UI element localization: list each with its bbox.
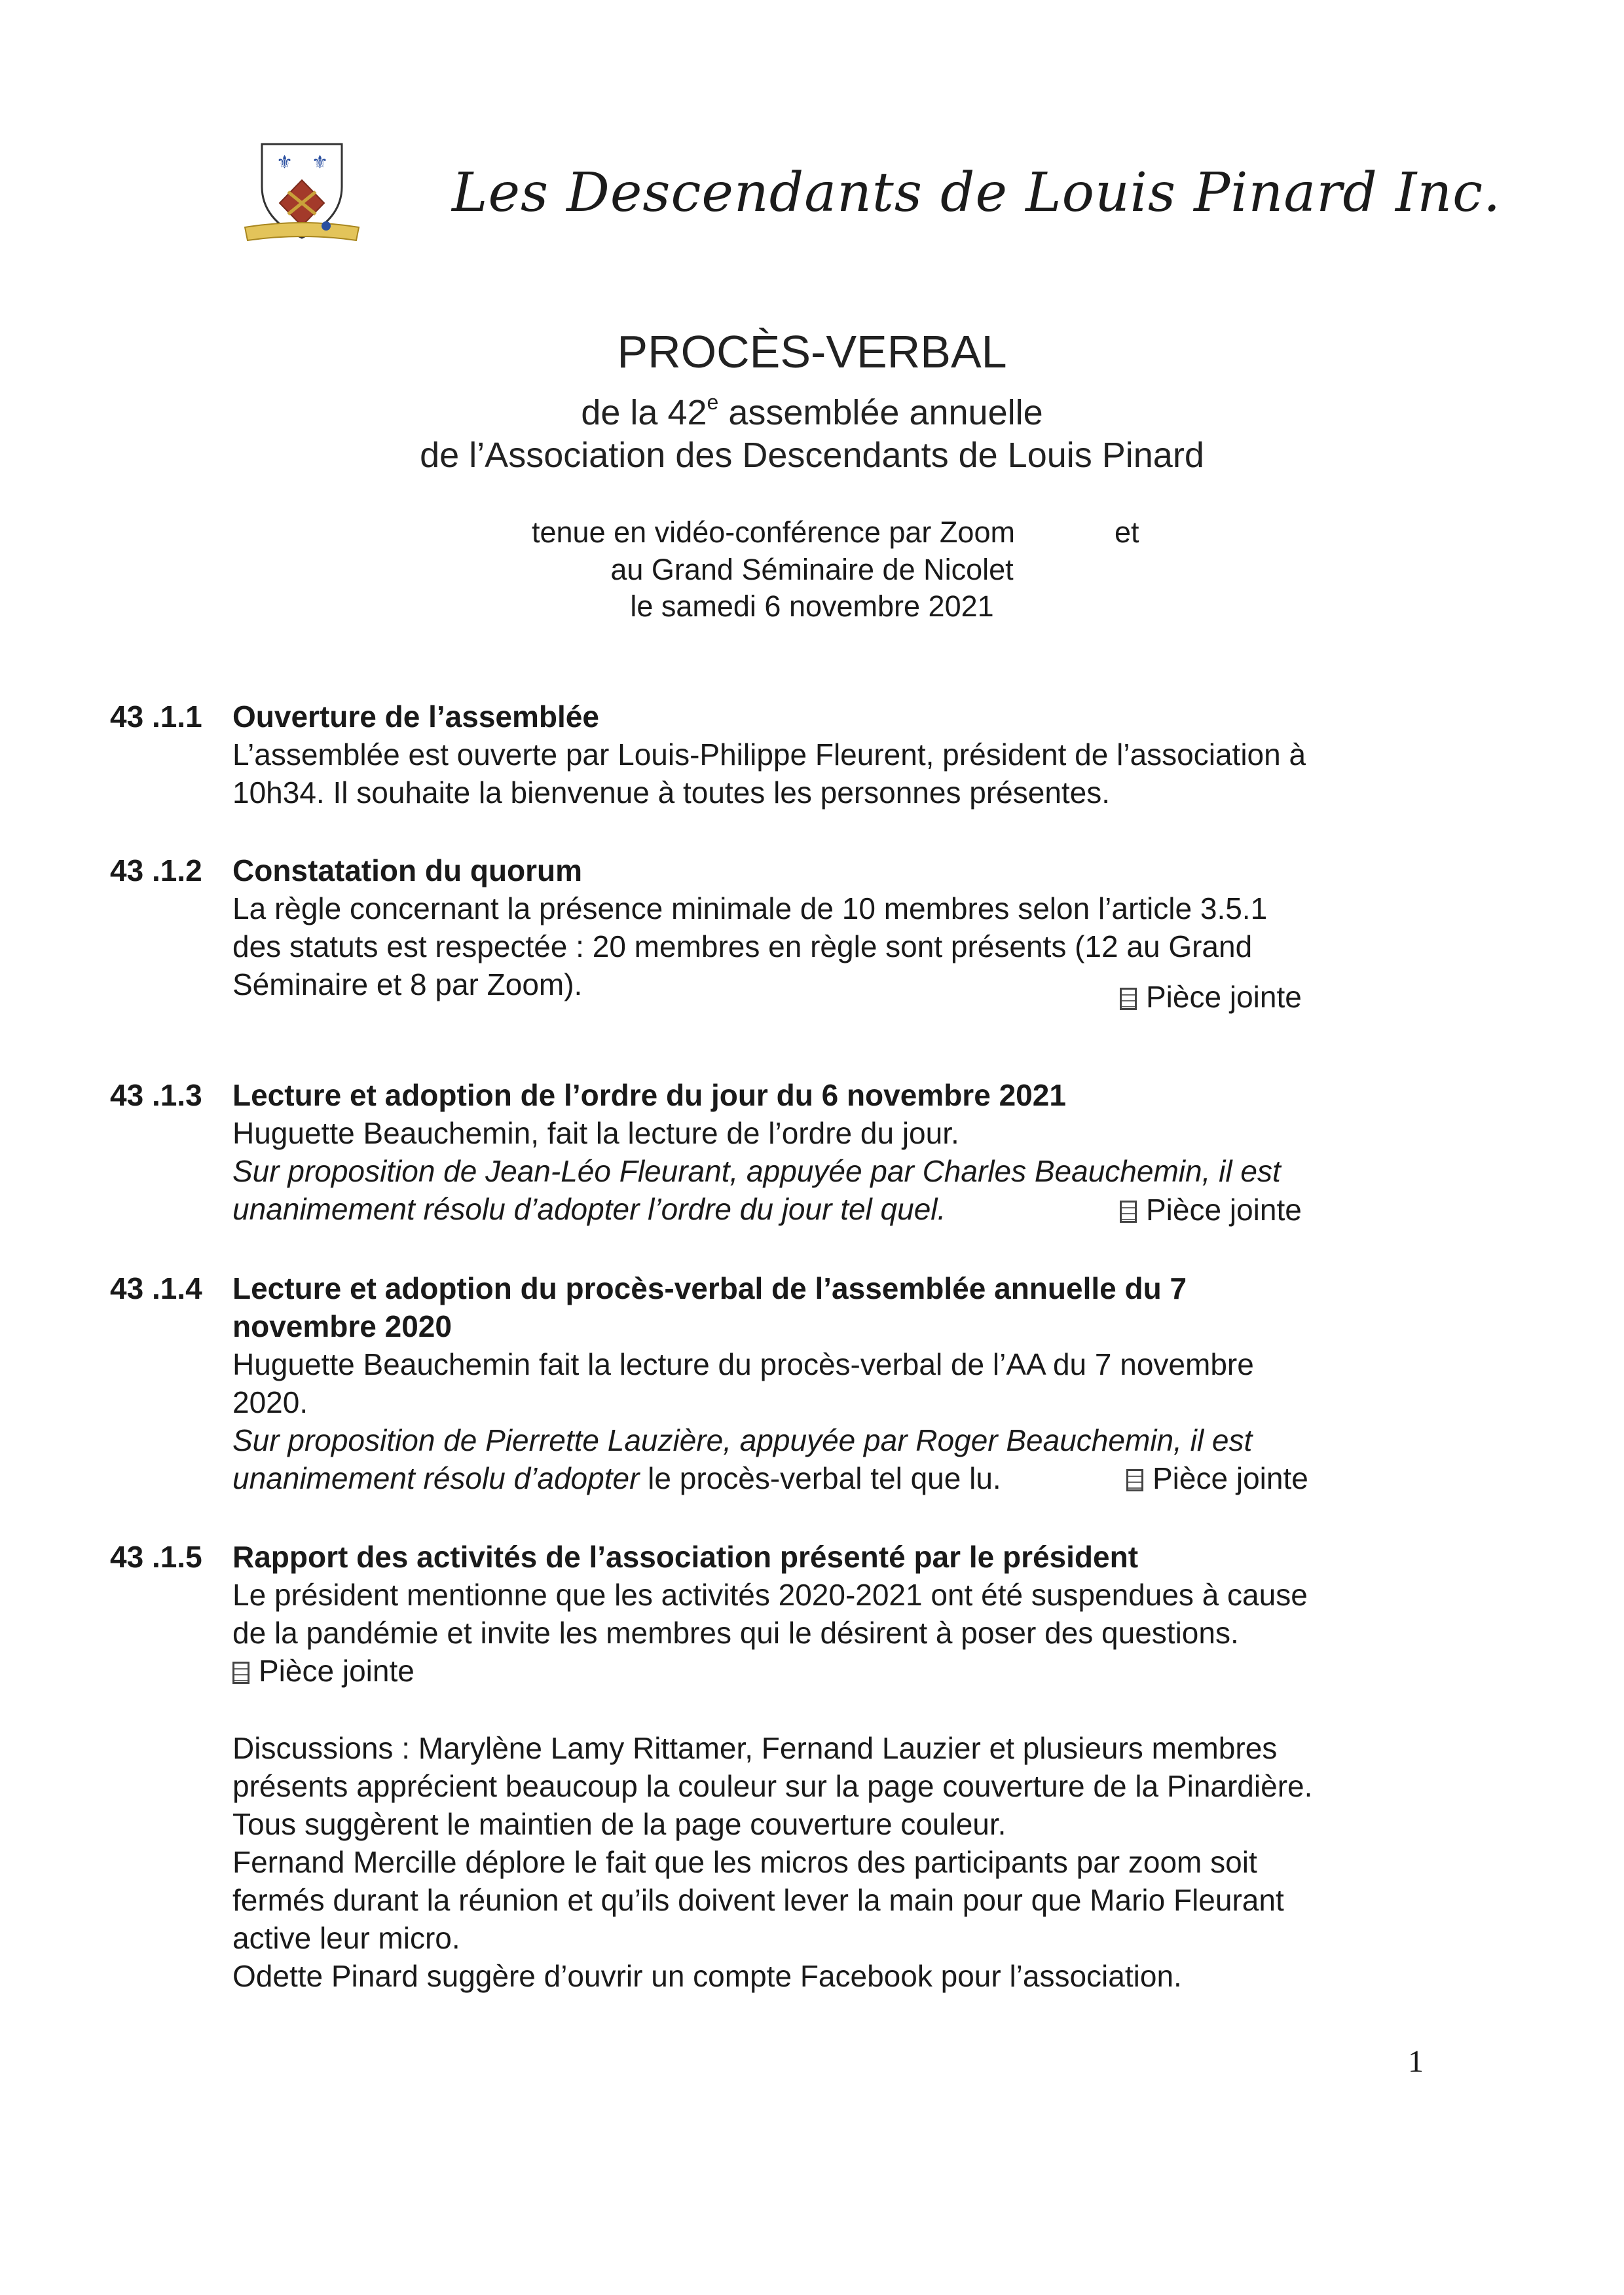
section-heading: Rapport des activités de l’association présenté par le président <box>232 1540 1139 1574</box>
section-heading: Lecture et adoption de l’ordre du jour du 6 novembre 2021 <box>232 1078 1066 1112</box>
meeting-venue-line1: tenue en vidéo-conférence par Zoom <box>532 515 1015 549</box>
document-icon <box>1120 1201 1137 1223</box>
section-number: 43 .1.2 <box>110 853 202 887</box>
association-name: de l’Association des Descendants de Louis Pinard <box>420 436 1204 475</box>
section-body: La règle concernant la présence minimale de 10 membres selon l’article 3.5.1 des statuts est respectée : 20 membres en règle sont présents (12 au Grand Séminaire et 8 par Zoom). <box>232 891 1268 1001</box>
section-body: Le président mentionne que les activités 2020-2021 ont été suspendues à cause de la pandémie et invite les membres qui le désirent à poser des questions. <box>232 1578 1308 1650</box>
attachment-link[interactable]: Pièce jointe <box>1120 978 1302 1016</box>
document-title: PROCÈS-VERBAL <box>617 326 1007 377</box>
section-body: L’assemblée est ouverte par Louis-Philippe Fleurent, président de l’association à 10h34. Il souhaite la bienvenue à toutes les personnes présentes. <box>232 737 1306 810</box>
section-body: Huguette Beauchemin fait la lecture du procès-verbal de l’AA du 7 novembre 2020. Sur proposition de Pierrette Lauzière, appuyée par Roger Beauchemin, il est unanimement résolu d’adopter le procès-verbal tel que lu. <box>232 1347 1254 1495</box>
document-icon <box>232 1662 249 1684</box>
section-body: Huguette Beauchemin, fait la lecture de l’ordre du jour. Sur proposition de Jean-Léo Fleurant, appuyée par Charles Beauchemin, il est unanimement résolu d’adopter l’ordre du jour tel quel. <box>232 1116 1281 1226</box>
svg-text:⚜: ⚜ <box>312 151 329 173</box>
section-number: 43 .1.4 <box>110 1271 202 1305</box>
meeting-date: le samedi 6 novembre 2021 <box>630 589 994 623</box>
document-icon <box>1126 1469 1143 1491</box>
section-number: 43 .1.1 <box>110 700 202 734</box>
section-heading: Ouverture de l’assemblée <box>232 700 599 734</box>
attachment-link[interactable]: Pièce jointe <box>232 1652 415 1690</box>
meeting-venue-line2: au Grand Séminaire de Nicolet <box>610 553 1014 586</box>
section-heading: Constatation du quorum <box>232 853 583 887</box>
attachment-link[interactable]: Pièce jointe <box>1120 1191 1302 1229</box>
meeting-venue-and: et <box>1115 515 1139 549</box>
document-subtitle: de la 42e assemblée annuelle <box>581 390 1043 432</box>
section-heading: Lecture et adoption du procès-verbal de l’assemblée annuelle du 7 novembre 2020 <box>232 1271 1187 1343</box>
crest-logo <box>242 141 361 246</box>
svg-text:⚜: ⚜ <box>276 151 293 173</box>
section-number: 43 .1.5 <box>110 1540 202 1574</box>
discussion-text: Discussions : Marylène Lamy Rittamer, Fernand Lauzier et plusieurs membres présents apprécient beaucoup la couleur sur la page couverture de la Pinardière. Tous suggèrent le maintien de la page couverture couleur. Fernand Mercille déplore le fait que les micros des participants par zoom soit fermés durant la réunion et qu’ils doivent lever la main pour que Mario Fleurant active leur micro. Odette Pinard suggère d’ouvrir un compte Facebook pour l’association. <box>232 1731 1313 1993</box>
attachment-link[interactable]: Pièce jointe <box>1126 1459 1308 1497</box>
page-number: 1 <box>1408 2044 1424 2079</box>
section-number: 43 .1.3 <box>110 1078 202 1112</box>
document-icon <box>1120 988 1137 1010</box>
organization-name: Les Descendants de Louis Pinard Inc. <box>452 162 1502 224</box>
